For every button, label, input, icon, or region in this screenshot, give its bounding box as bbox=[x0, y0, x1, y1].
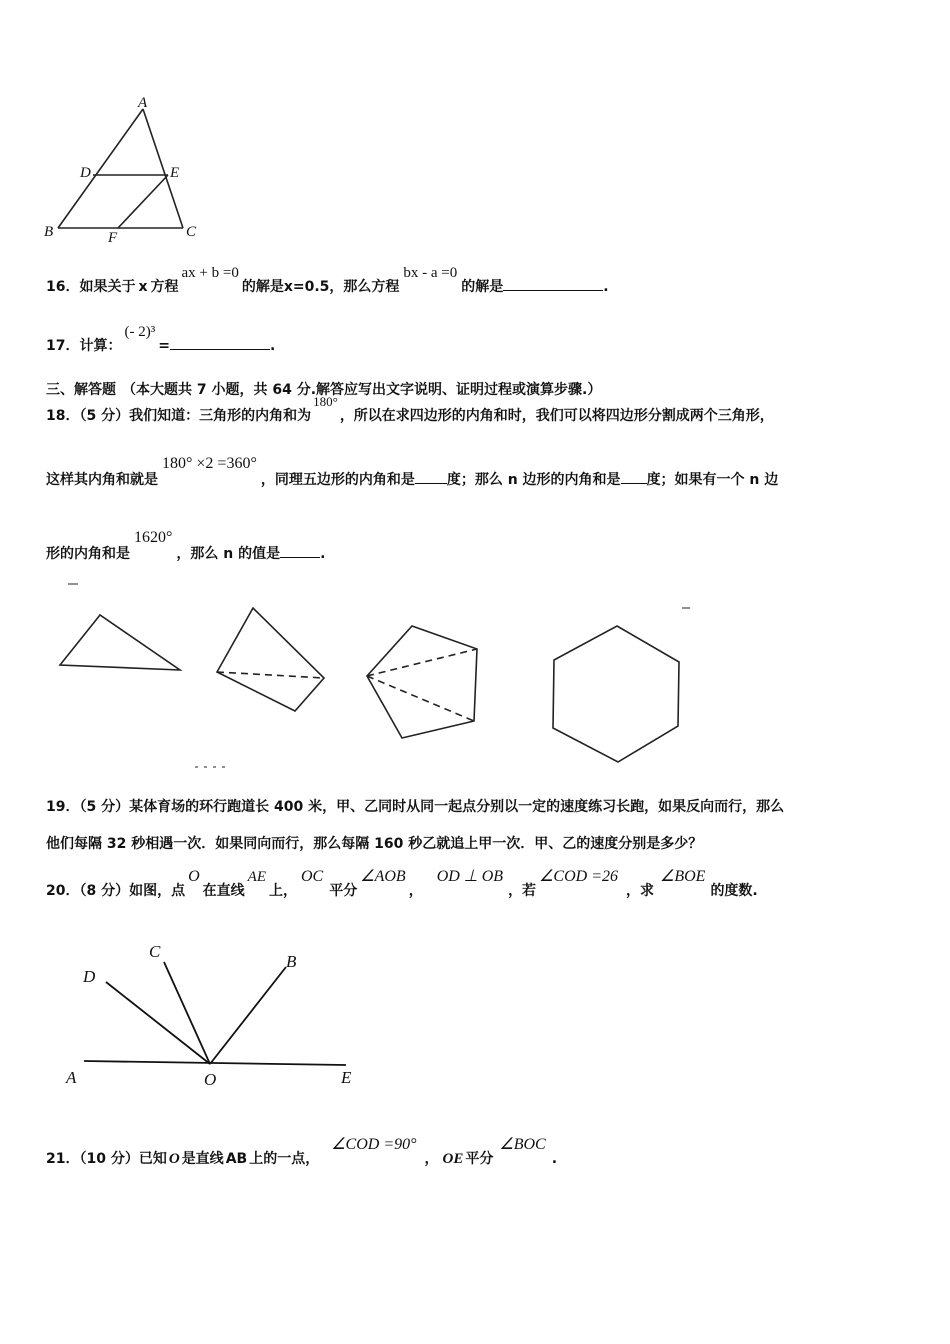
q18-text-5: 度；那么 n 边形的内角和是 bbox=[446, 472, 621, 488]
hexagon-shape bbox=[553, 626, 679, 762]
label-b: B bbox=[44, 224, 54, 240]
q21-ray-oe: OE bbox=[442, 1151, 464, 1167]
q16-solution: x=0.5 bbox=[283, 279, 330, 295]
pentagon-diagonal-1 bbox=[367, 649, 477, 676]
q20-angle-aob: ∠AOB bbox=[360, 868, 406, 885]
q20-point-o: O bbox=[188, 868, 200, 885]
section-3-note: （本大题共 7 小题，共 64 分.解答应写出文字说明、证明过程或演算步骤.） bbox=[122, 382, 602, 398]
q21-text-4: ， bbox=[424, 1151, 439, 1167]
quadrilateral-diagonal bbox=[217, 672, 324, 678]
q16-x: x bbox=[138, 279, 148, 295]
label-f: F bbox=[108, 230, 118, 246]
question-18-line-1 bbox=[46, 394, 774, 425]
question-19-line-2 bbox=[46, 835, 702, 853]
q19-number: 19． bbox=[46, 799, 80, 815]
segment-ef bbox=[118, 175, 168, 228]
label-d: D bbox=[80, 165, 91, 181]
q20-text-3: 上， bbox=[269, 883, 297, 899]
q17-expression: (- 2)³ bbox=[124, 324, 156, 340]
q20-angle-cod: ∠COD =26 bbox=[539, 868, 618, 885]
q21-line-ab: AB bbox=[225, 1151, 248, 1167]
q16-answer-blank[interactable] bbox=[503, 276, 603, 291]
q20-text-6: ，若 bbox=[508, 883, 537, 899]
q21-text-2: 是直线 bbox=[181, 1151, 224, 1167]
q16-text-2: 方程 bbox=[150, 279, 179, 295]
q20-text-1: 如图，点 bbox=[129, 883, 186, 899]
q18-text-3: 这样其内角和就是 bbox=[46, 472, 158, 488]
label-o: O bbox=[204, 1070, 217, 1089]
q18-score: （5 分） bbox=[79, 408, 130, 424]
q21-number: 21． bbox=[46, 1151, 80, 1167]
q16-number: 16． bbox=[46, 279, 80, 295]
q16-equation-1: ax + b =0 bbox=[181, 265, 239, 281]
q17-number: 17． bbox=[46, 338, 80, 354]
ray-od bbox=[106, 982, 210, 1064]
q18-math-1620: 1620° bbox=[134, 529, 173, 546]
label-d: D bbox=[83, 967, 96, 986]
q18-number: 18． bbox=[46, 408, 80, 424]
question-16 bbox=[46, 265, 609, 296]
q18-math-180: 180° bbox=[313, 394, 338, 409]
q16-text-1: 如果关于 bbox=[79, 279, 136, 295]
q18-end: . bbox=[320, 546, 326, 562]
q19-text-2: 他们每隔 32 秒相遇一次．如果同向而行，那么每隔 160 秒乙就追上甲一次．甲、乙的速度分别是多少？ bbox=[46, 836, 703, 852]
pentagon-diagonal-2 bbox=[367, 676, 474, 721]
q20-text-8: 的度数. bbox=[710, 883, 758, 899]
q16-text-5: 的解是 bbox=[461, 279, 504, 295]
label-a: A bbox=[66, 1068, 77, 1087]
q16-text-4: ，那么方程 bbox=[329, 279, 400, 295]
q18-blank-ngon[interactable] bbox=[621, 469, 647, 484]
q20-text-7: ，求 bbox=[625, 883, 654, 899]
question-18-line-2 bbox=[46, 455, 779, 489]
q18-blank-n[interactable] bbox=[280, 543, 320, 558]
q18-text-1: 我们知道：三角形的内角和为 bbox=[129, 408, 312, 424]
q21-end: . bbox=[551, 1151, 558, 1167]
q17-end: . bbox=[269, 338, 276, 354]
q16-equation-2: bx - a =0 bbox=[403, 265, 458, 281]
section-3-title: 三、解答题 bbox=[46, 382, 116, 398]
side-ab bbox=[58, 109, 143, 228]
q18-text-4: ，同理五边形的内角和是 bbox=[260, 472, 415, 488]
q19-score: （5 分） bbox=[79, 799, 130, 815]
angle-figure-q20 bbox=[60, 935, 380, 1095]
question-17 bbox=[46, 324, 276, 355]
q18-math-360: 180° ×2 =360° bbox=[162, 455, 257, 472]
q21-point-o: O bbox=[168, 1151, 180, 1167]
q16-end: . bbox=[603, 279, 609, 295]
question-21 bbox=[46, 1136, 558, 1168]
label-c: C bbox=[186, 224, 197, 240]
polygons-figure bbox=[40, 580, 700, 770]
triangle-figure-q15 bbox=[40, 95, 220, 245]
ray-oc bbox=[164, 962, 210, 1064]
quadrilateral-shape bbox=[217, 608, 324, 711]
q20-text-2: 在直线 bbox=[202, 883, 245, 899]
q20-angle-boe: ∠BOE bbox=[659, 868, 706, 885]
line-ae bbox=[84, 1061, 346, 1065]
q20-score: （8 分） bbox=[79, 883, 130, 899]
triangle-shape bbox=[60, 615, 180, 670]
question-18-line-3 bbox=[46, 529, 326, 563]
label-e: E bbox=[170, 165, 180, 181]
q17-answer-blank[interactable] bbox=[170, 335, 270, 350]
q18-text-7: 形的内角和是 bbox=[46, 546, 130, 562]
q21-score: （10 分） bbox=[79, 1151, 139, 1167]
q18-text-6: 度；如果有一个 n 边 bbox=[646, 472, 779, 488]
q20-perpendicular: OD ⊥ OB bbox=[436, 868, 504, 885]
q16-text-3: 的解是 bbox=[241, 279, 284, 295]
q20-text-5: ， bbox=[408, 883, 423, 899]
q17-equals: = bbox=[158, 338, 170, 354]
q20-line-ae: AE bbox=[247, 869, 266, 885]
q18-text-8: ，那么 n 的值是 bbox=[176, 546, 281, 562]
q20-text-4: 平分 bbox=[329, 883, 358, 899]
label-c: C bbox=[149, 942, 161, 961]
label-b: B bbox=[286, 952, 297, 971]
label-e: E bbox=[341, 1068, 352, 1087]
q21-angle-boc: ∠BOC bbox=[499, 1136, 546, 1153]
q17-text-1: 计算： bbox=[79, 338, 122, 354]
q18-blank-pentagon[interactable] bbox=[415, 469, 447, 484]
q18-text-2: ，所以在求四边形的内角和时，我们可以将四边形分割成两个三角形， bbox=[339, 408, 774, 424]
q20-number: 20． bbox=[46, 883, 80, 899]
q21-text-1: 已知 bbox=[138, 1151, 167, 1167]
label-a: A bbox=[138, 95, 148, 111]
question-20 bbox=[46, 868, 758, 900]
pentagon-shape bbox=[367, 626, 477, 738]
q20-ray-oc: OC bbox=[301, 868, 324, 885]
q21-text-5: 平分 bbox=[465, 1151, 494, 1167]
ray-ob bbox=[210, 967, 286, 1064]
q21-text-3: 上的一点， bbox=[249, 1151, 320, 1167]
question-19-line-1 bbox=[46, 798, 784, 816]
q19-text-1: 某体育场的环行跑道长 400 米，甲、乙同时从同一起点分别以一定的速度练习长跑，如果反向而行，那么 bbox=[129, 799, 785, 815]
q21-angle-cod: ∠COD =90° bbox=[331, 1136, 417, 1153]
